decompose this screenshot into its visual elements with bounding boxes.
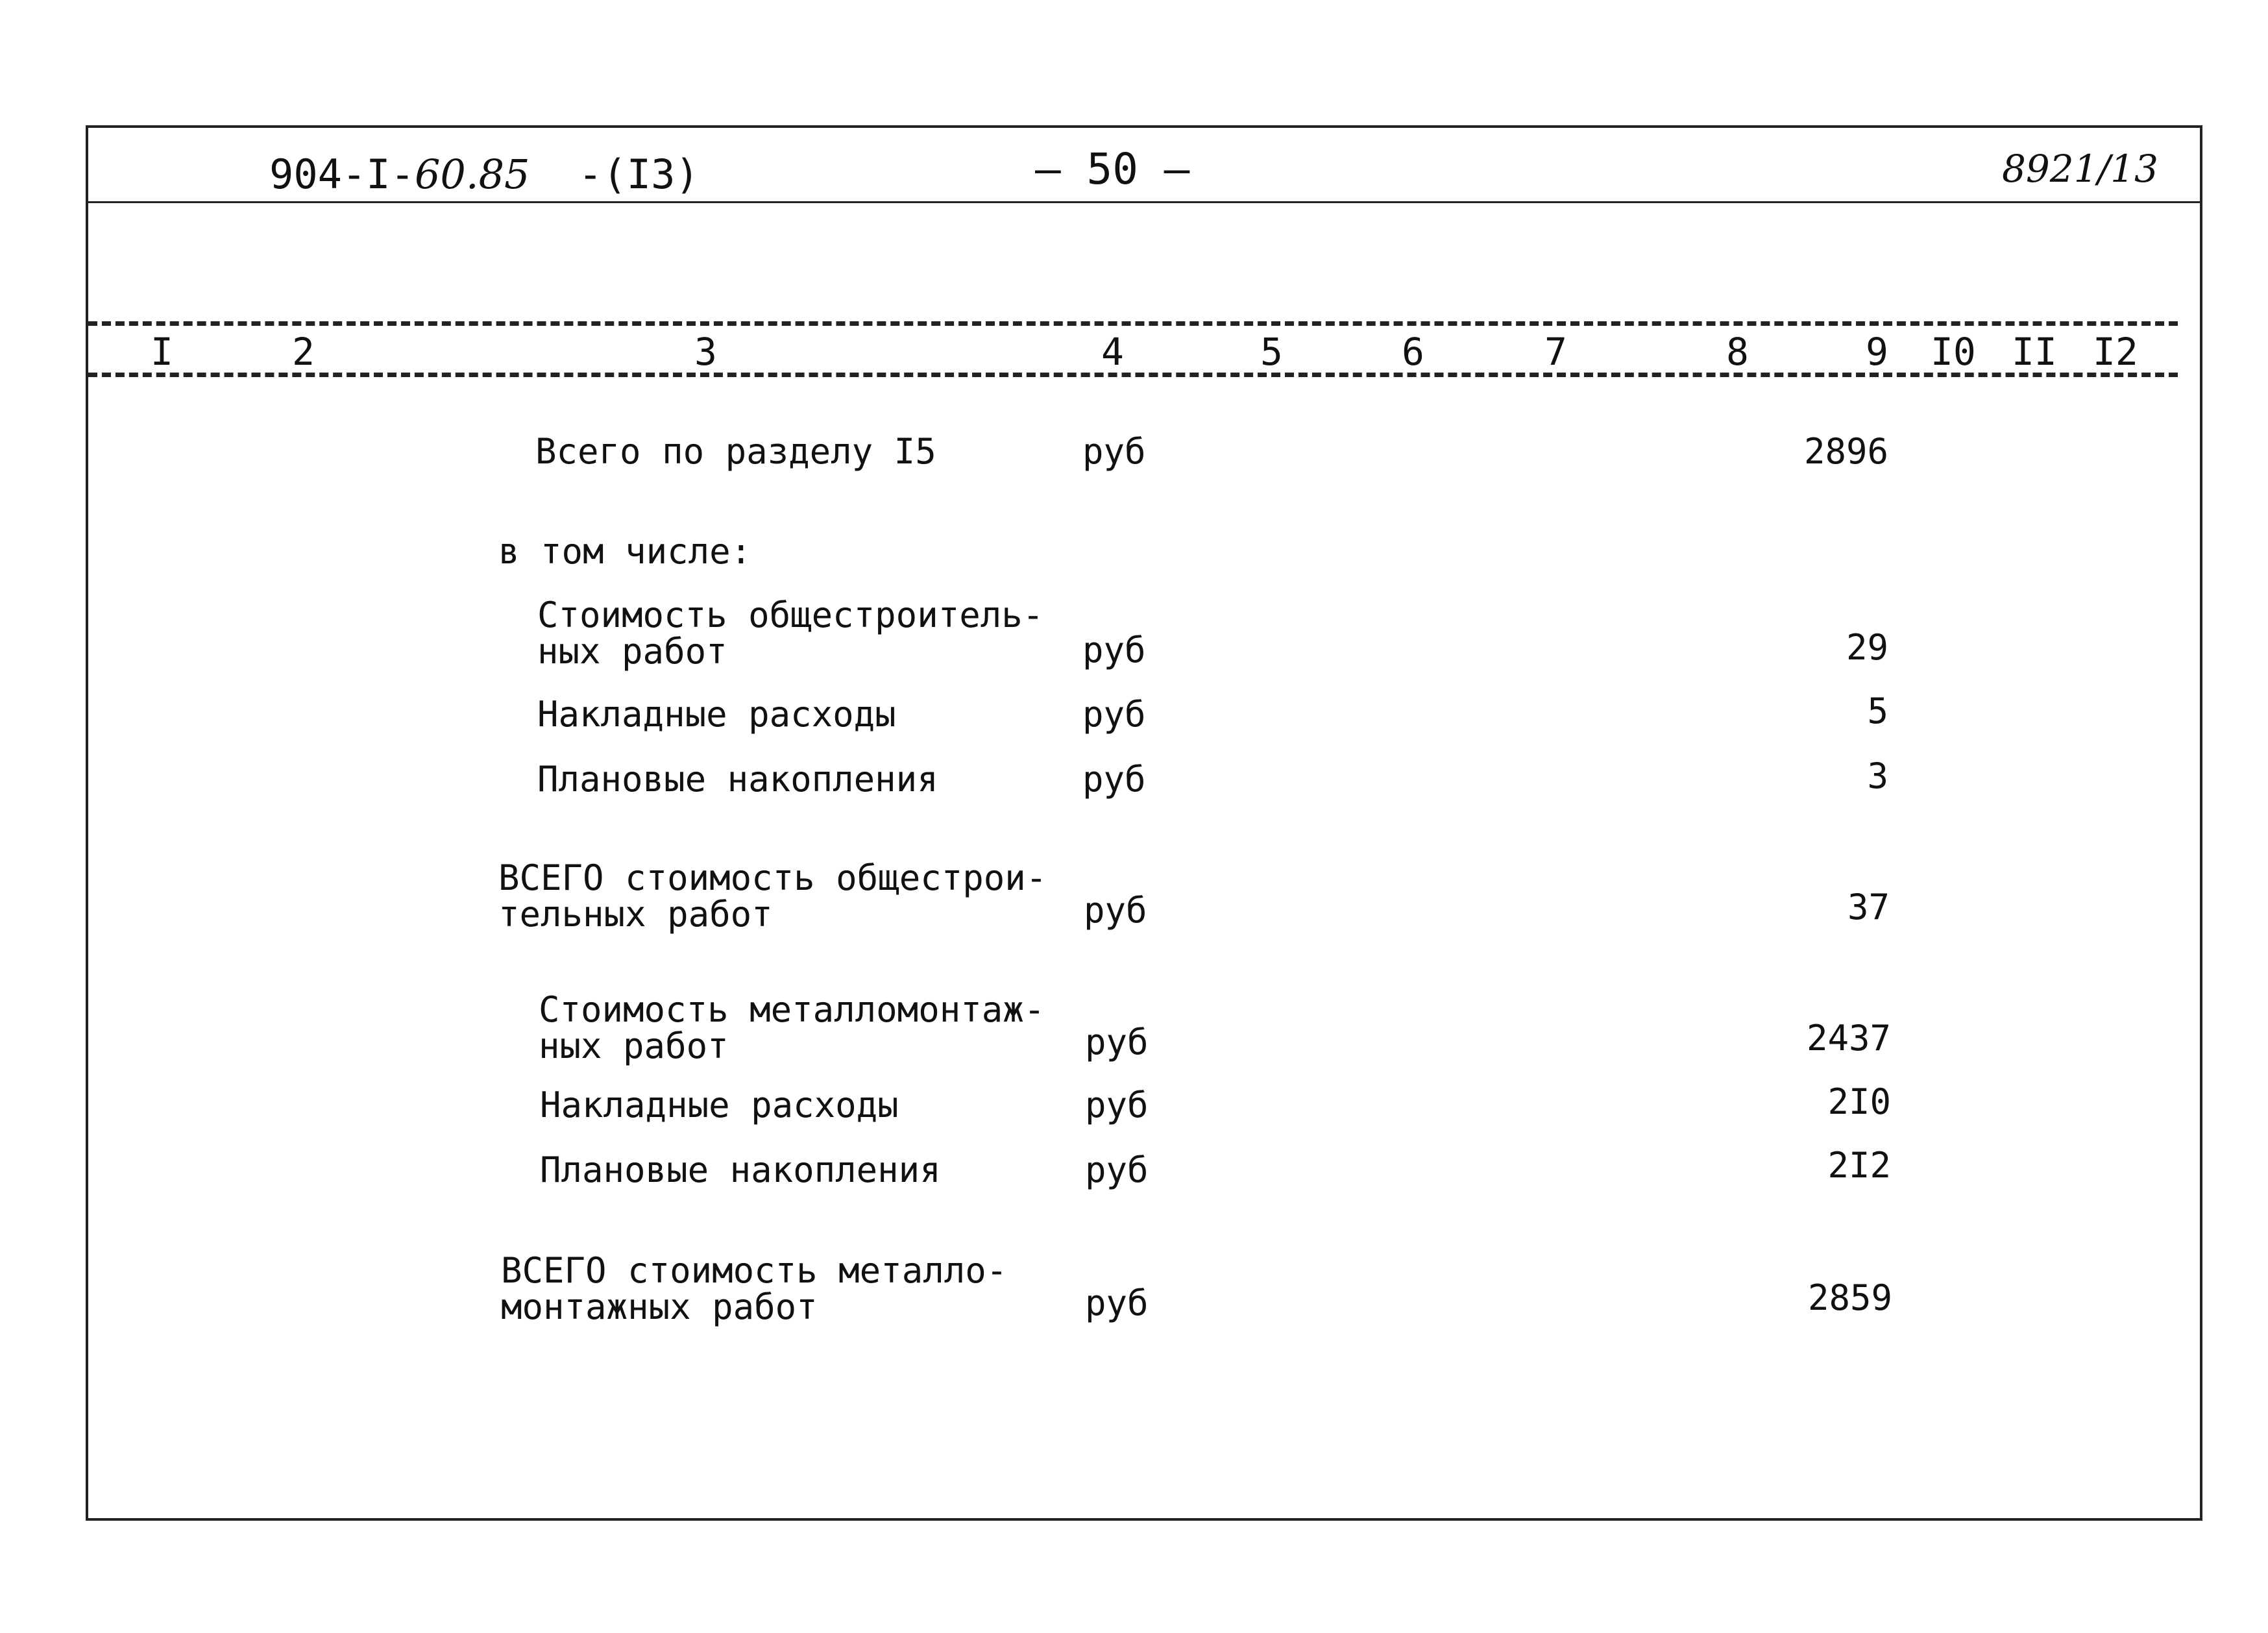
row-label: Стоимость металломонтаж- ных работ xyxy=(539,989,1045,1066)
row-label: Плановые накопления xyxy=(540,1149,941,1190)
row-label: Всего по разделу I5 xyxy=(535,431,936,472)
column-number: I0 xyxy=(1931,330,1976,374)
row-unit: руб xyxy=(1085,1022,1149,1062)
column-number: 2 xyxy=(292,330,315,374)
column-number: 6 xyxy=(1402,330,1424,374)
row-value: 5 xyxy=(1867,691,1888,731)
doc-code-suffix: -(I3) xyxy=(578,151,700,198)
column-number: 5 xyxy=(1260,330,1283,374)
header-divider xyxy=(88,201,2200,203)
row-value: 2859 xyxy=(1807,1277,1892,1318)
document-code xyxy=(269,151,700,198)
column-number: 4 xyxy=(1101,330,1124,374)
row-label: ВСЕГО стоимость общестрои- тельных работ xyxy=(498,857,1047,935)
column-number: 7 xyxy=(1544,330,1567,374)
row-label: Плановые накопления xyxy=(537,759,938,800)
row-label: Накладные расходы xyxy=(537,694,896,735)
column-header-bottom-rule xyxy=(88,373,2178,377)
row-unit: руб xyxy=(1085,1149,1149,1190)
row-value: 2I2 xyxy=(1827,1145,1891,1186)
row-label: ВСЕГО стоимость металло- монтажных работ xyxy=(501,1250,1008,1327)
column-header-top-rule xyxy=(88,321,2178,326)
sheet-id: 8921/13 xyxy=(2002,147,2158,191)
doc-code-handwritten: 60.85 xyxy=(414,151,530,198)
row-unit: руб xyxy=(1082,759,1146,800)
row-value: 2896 xyxy=(1803,431,1888,472)
row-value: 2I0 xyxy=(1827,1081,1891,1122)
page-number: – 50 – xyxy=(1035,144,1190,194)
doc-code-prefix: 904-I- xyxy=(269,151,415,198)
row-unit: руб xyxy=(1085,1085,1149,1125)
column-number: 3 xyxy=(694,330,717,374)
column-number: I xyxy=(151,330,173,374)
column-number: II xyxy=(2012,330,2057,374)
row-value: 3 xyxy=(1867,755,1888,796)
row-label: Стоимость общестроитель- ных работ xyxy=(537,595,1044,672)
row-unit: руб xyxy=(1082,431,1146,472)
column-number: 8 xyxy=(1726,330,1749,374)
column-number: 9 xyxy=(1866,330,1888,374)
row-unit: руб xyxy=(1082,694,1146,735)
row-unit: руб xyxy=(1085,1283,1149,1323)
column-number: I2 xyxy=(2093,330,2138,374)
row-value: 37 xyxy=(1847,887,1890,927)
row-label: Накладные расходы xyxy=(540,1085,899,1125)
row-value: 2437 xyxy=(1806,1018,1891,1059)
row-label: в том числе: xyxy=(498,531,752,572)
row-unit: руб xyxy=(1082,630,1146,670)
row-value: 29 xyxy=(1846,627,1888,668)
row-unit: руб xyxy=(1084,890,1147,931)
